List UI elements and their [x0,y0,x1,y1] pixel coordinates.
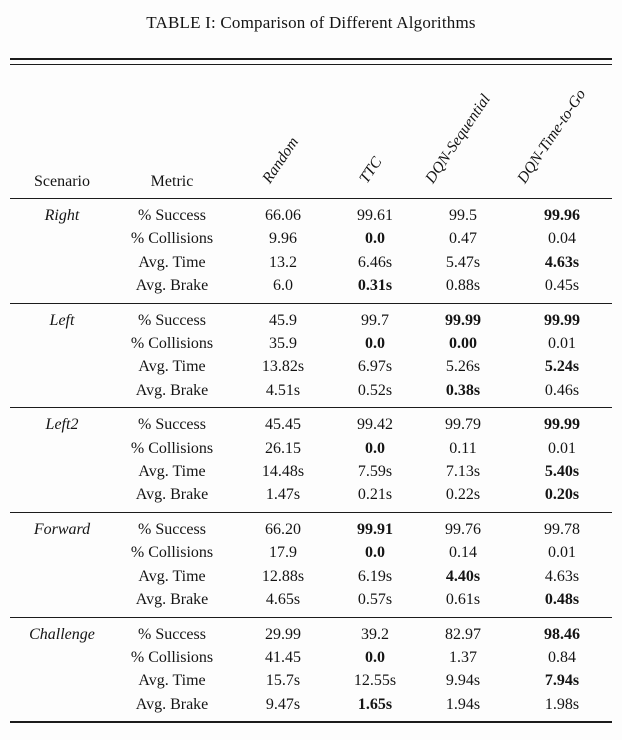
metric-label: % Success [138,311,206,329]
table-row [10,413,612,436]
table-row [10,541,612,564]
value-cell: 45.45 [265,416,301,434]
scenario-label [10,437,114,460]
scenario-group [10,199,612,303]
metric-label: % Success [138,625,206,643]
value-cell: 9.96 [269,230,297,248]
value-cell: 0.01 [548,544,576,562]
metric-label: Avg. Brake [135,486,209,504]
metric-label: Avg. Brake [135,277,209,295]
value-cell: 98.46 [544,625,580,643]
top-rule [10,58,612,65]
scenario-label [10,379,114,402]
value-cell: 0.84 [548,648,576,666]
table-row [10,693,612,716]
table-row [10,483,612,506]
value-cell: 9.94s [445,672,481,690]
value-cell: 0.0 [365,544,385,562]
metric-label: Avg. Brake [135,381,209,399]
scenario-label: Left [49,311,75,329]
value-cell: 99.7 [361,311,389,329]
table-body [10,199,612,721]
value-cell: 1.65s [357,695,393,713]
table-caption: TABLE I: Comparison of Different Algorithms [146,13,476,32]
scenario-label [10,251,114,274]
scenario-group [10,617,612,722]
value-cell: 5.40s [544,463,580,481]
value-cell: 0.22s [445,486,481,504]
metric-label: % Collisions [130,544,214,562]
value-cell: 99.42 [357,416,393,434]
value-cell: 7.13s [445,463,481,481]
table-row [10,623,612,646]
scenario-label [10,274,114,297]
value-cell: 5.47s [445,253,481,271]
value-cell: 99.5 [449,207,477,224]
metric-label: % Success [138,520,206,538]
scenario-label [10,332,114,355]
value-cell: 0.48s [544,591,580,609]
value-cell: 4.63s [544,567,580,585]
value-cell: 0.01 [548,439,576,457]
value-cell: 0.20s [544,486,580,504]
scenario-label [10,565,114,588]
value-cell: 7.59s [357,463,393,481]
metric-label: Avg. Time [138,672,206,690]
scenario-label [10,588,114,611]
value-cell: 17.9 [269,544,297,562]
value-cell: 12.88s [261,567,305,585]
table-row [10,332,612,355]
value-cell: 12.55s [353,672,397,690]
value-cell: 1.47s [265,486,301,504]
value-cell: 0.46s [544,381,580,399]
scenario-label [10,693,114,716]
value-cell: 66.06 [265,207,301,224]
table-row [10,518,612,541]
value-cell: 0.0 [365,230,385,248]
value-cell: 4.40s [445,567,481,585]
algorithm-column-header-dqn-sequential: DQN-Sequential [422,91,494,187]
scenario-label [10,541,114,564]
table-row [10,669,612,692]
table-row [10,588,612,611]
algorithm-column-header-random: Random [259,134,303,187]
comparison-table [10,58,612,723]
value-cell: 99.61 [357,207,393,224]
scenario-label [10,646,114,669]
scenario-label [10,355,114,378]
scenario-group [10,303,612,408]
value-cell: 0.47 [449,230,477,248]
value-cell: 0.04 [548,230,576,248]
value-cell: 99.99 [544,416,580,434]
scenario-label [10,460,114,483]
table-row [10,565,612,588]
table-row [10,437,612,460]
metric-label: Avg. Brake [135,695,209,713]
table-row [10,646,612,669]
value-cell: 9.47s [265,695,301,713]
metric-label: % Collisions [130,335,214,353]
value-cell: 6.0 [273,277,293,295]
value-cell: 39.2 [361,625,389,643]
value-cell: 13.2 [269,253,297,271]
value-cell: 99.78 [544,520,580,538]
metric-label: % Collisions [130,230,214,248]
scenario-label: Forward [33,520,91,538]
value-cell: 0.0 [365,335,385,353]
value-cell: 45.9 [269,311,297,329]
scenario-label: Right [44,207,80,224]
scenario-label [10,669,114,692]
value-cell: 13.82s [261,358,305,376]
value-cell: 0.45s [544,277,580,295]
metric-label: % Success [138,207,206,224]
value-cell: 0.11 [449,439,477,457]
value-cell: 0.38s [445,381,481,399]
value-cell: 26.15 [265,439,301,457]
value-cell: 0.00 [449,335,477,353]
scenario-label: Left2 [45,416,79,434]
algorithm-column-header-ttc: TTC [356,154,386,187]
scenario-column-header: Scenario [34,173,90,190]
value-cell: 4.63s [544,253,580,271]
value-cell: 82.97 [445,625,481,643]
value-cell: 99.76 [445,520,481,538]
value-cell: 7.94s [544,672,580,690]
algorithm-column-header-dqn-time-to-go: DQN-Time-to-Go [514,86,590,187]
scenario-label [10,227,114,250]
metric-label: Avg. Brake [135,591,209,609]
value-cell: 6.97s [357,358,393,376]
scenario-group [10,407,612,512]
value-cell: 35.9 [269,335,297,353]
metric-label: Avg. Time [138,253,206,271]
bottom-rule [10,721,612,723]
table-row [10,274,612,297]
value-cell: 29.99 [265,625,301,643]
metric-label: % Collisions [130,439,214,457]
value-cell: 99.91 [357,520,393,538]
value-cell: 0.88s [445,277,481,295]
value-cell: 6.19s [357,567,393,585]
value-cell: 4.51s [265,381,301,399]
value-cell: 0.01 [548,335,576,353]
value-cell: 0.0 [365,439,385,457]
table-row [10,355,612,378]
value-cell: 0.52s [357,381,393,399]
metric-label: % Success [138,416,206,434]
value-cell: 41.45 [265,648,301,666]
metric-column-header: Metric [150,173,194,190]
value-cell: 15.7s [265,672,301,690]
value-cell: 0.31s [357,277,393,295]
value-cell: 4.65s [265,591,301,609]
value-cell: 6.46s [357,253,393,271]
value-cell: 0.61s [445,591,481,609]
table-row [10,379,612,402]
value-cell: 0.0 [365,648,385,666]
table-row [10,227,612,250]
scenario-label [10,483,114,506]
table-row [10,204,612,227]
value-cell: 5.24s [544,358,580,376]
table-row [10,309,612,332]
table-row [10,251,612,274]
metric-label: Avg. Time [138,463,206,481]
value-cell: 1.94s [445,695,481,713]
value-cell: 99.79 [445,416,481,434]
table-row [10,460,612,483]
scenario-label: Challenge [29,625,95,643]
value-cell: 5.26s [445,358,481,376]
value-cell: 14.48s [261,463,305,481]
value-cell: 1.37 [449,648,477,666]
metric-label: Avg. Time [138,567,206,585]
value-cell: 66.20 [265,520,301,538]
metric-label: Avg. Time [138,358,206,376]
value-cell: 99.96 [544,207,580,224]
value-cell: 1.98s [544,695,580,713]
value-cell: 0.14 [449,544,477,562]
scenario-group [10,512,612,617]
value-cell: 99.99 [544,311,580,329]
value-cell: 99.99 [445,311,481,329]
table-header [10,65,612,198]
metric-label: % Collisions [130,648,214,666]
value-cell: 0.57s [357,591,393,609]
value-cell: 0.21s [357,486,393,504]
